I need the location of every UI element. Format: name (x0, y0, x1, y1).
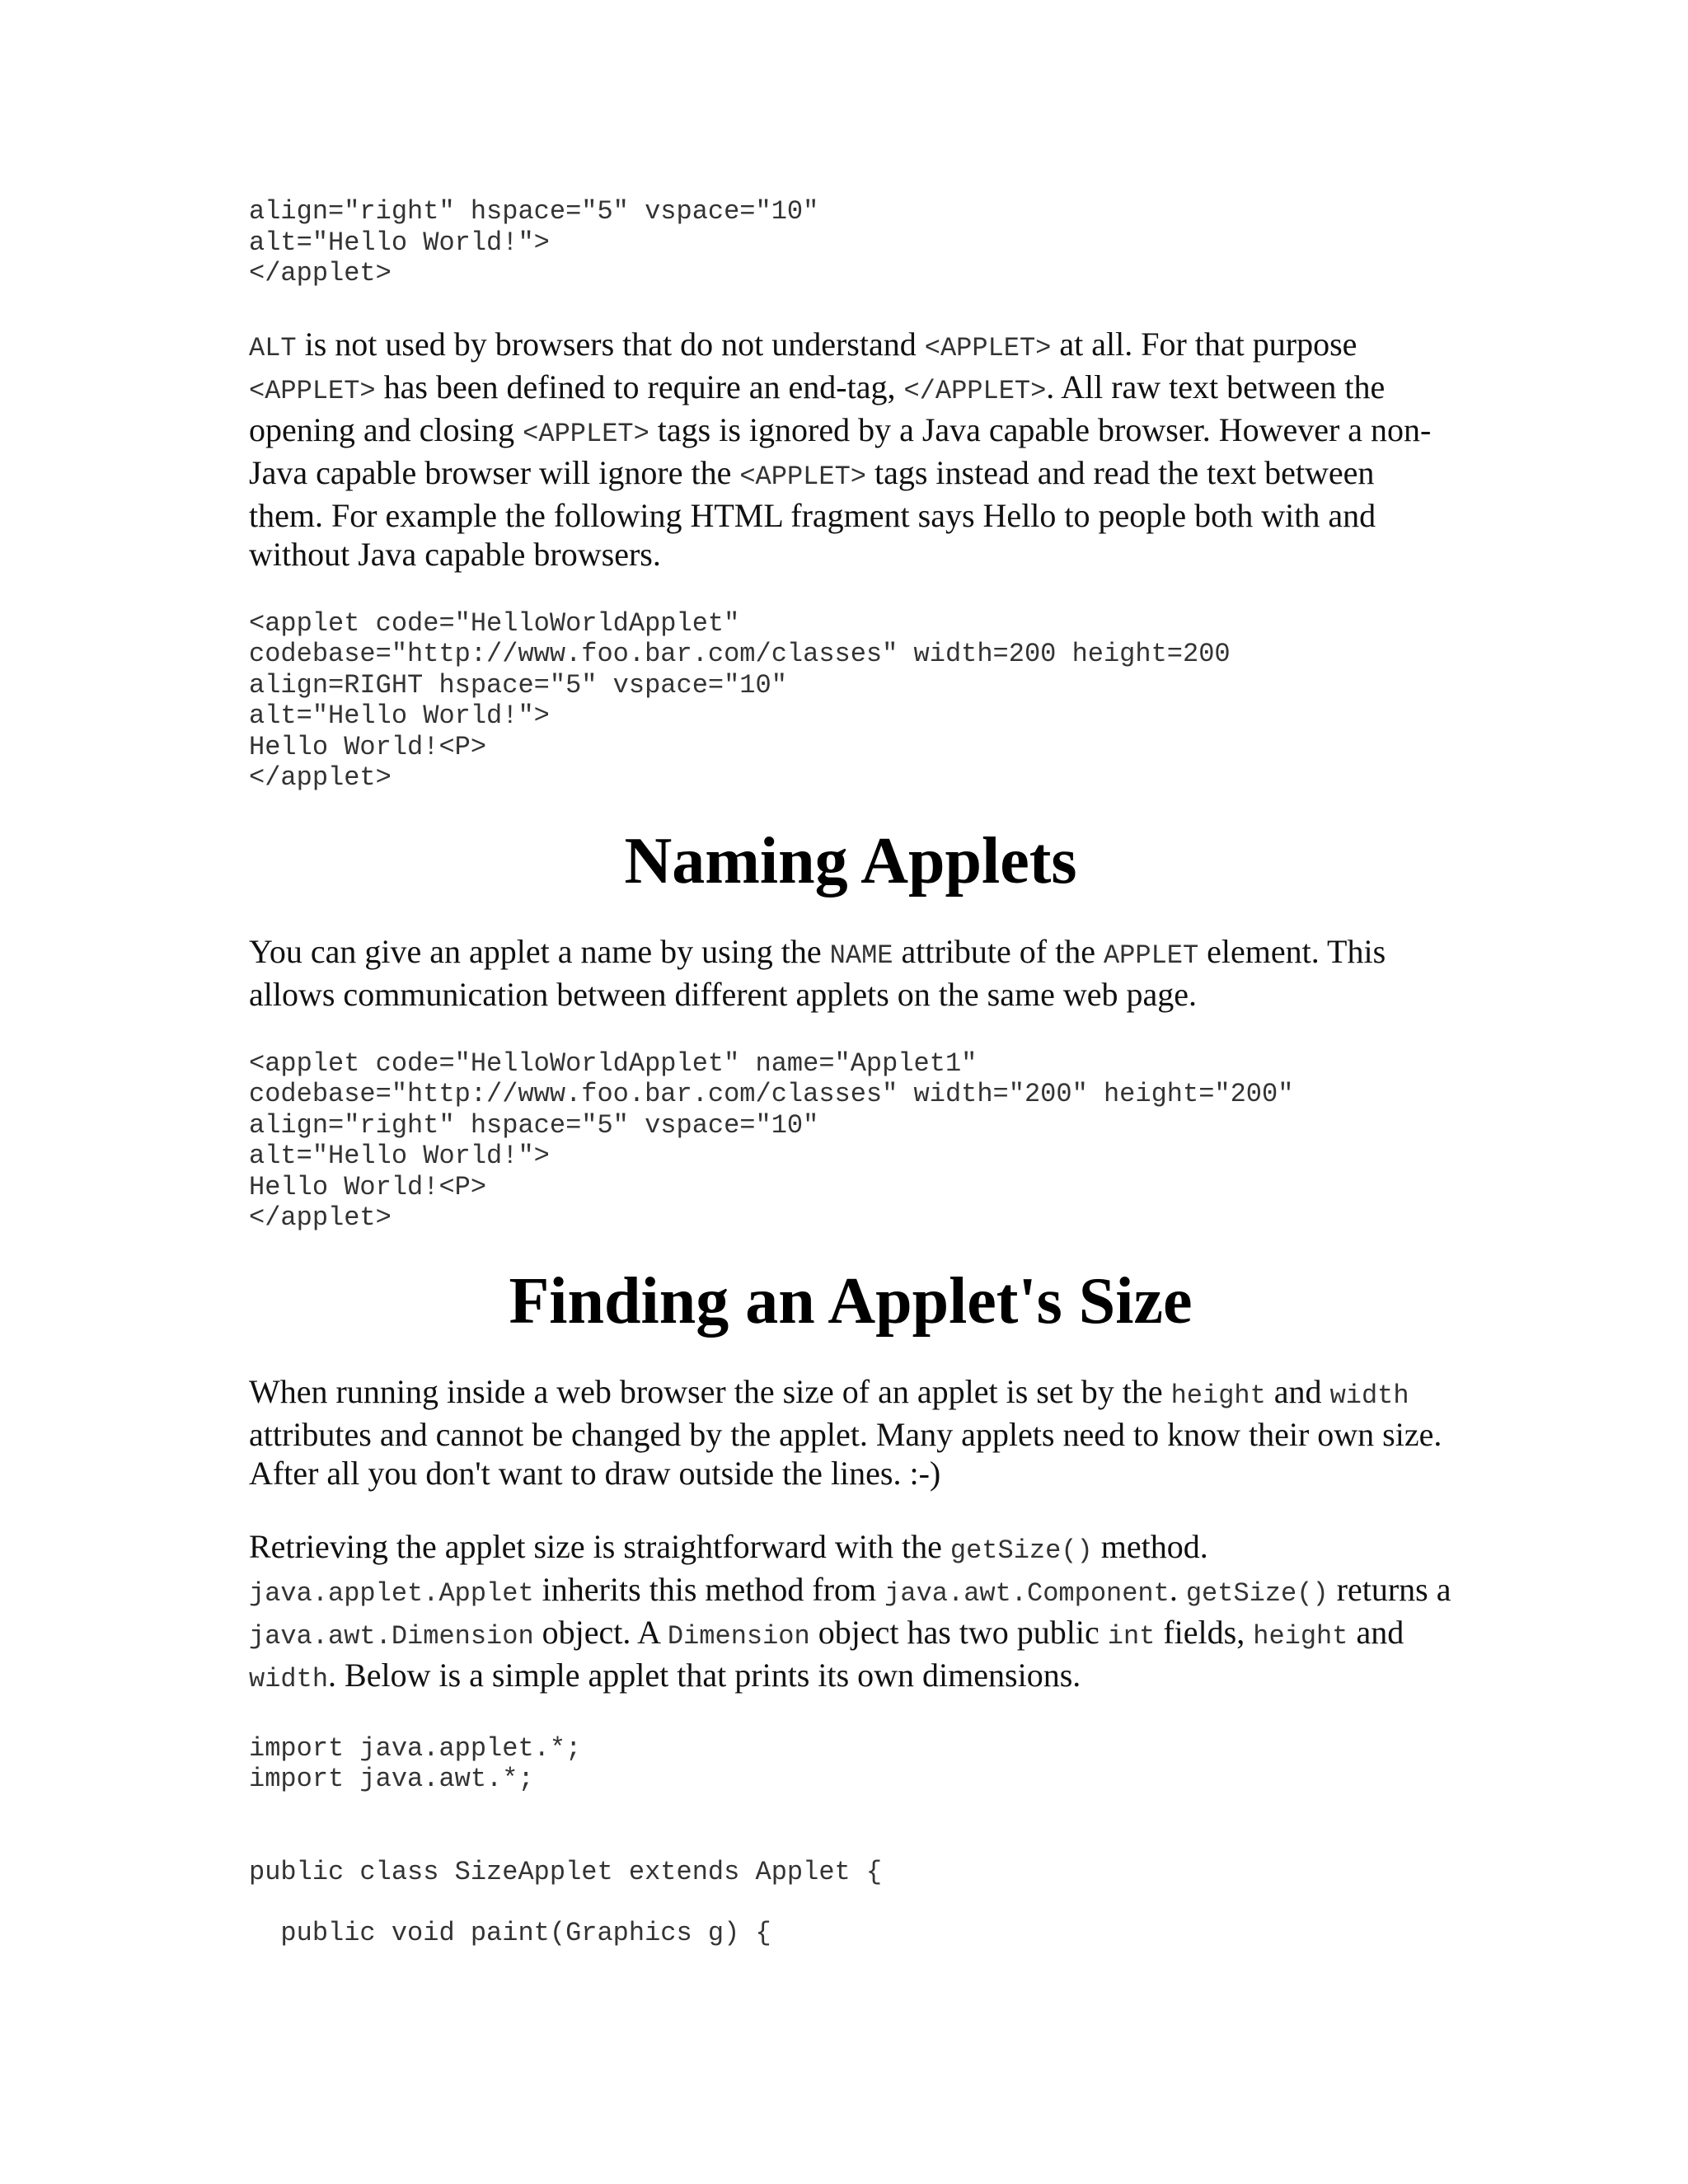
code-block-imports (249, 1733, 1452, 1795)
code-line: public void paint(Graphics g) { (249, 1918, 771, 1948)
paragraph-alt-explanation (249, 325, 1452, 574)
paragraph-size-intro (249, 1372, 1452, 1493)
inline-code: getSize() (950, 1535, 1093, 1566)
text-segment: object has two public (809, 1613, 1108, 1651)
text-segment: Retrieving the applet size is straightforward with the (249, 1527, 950, 1565)
inline-code: NAME (829, 940, 893, 971)
code-line: Hello World!<P> (249, 731, 487, 762)
text-segment: tags is ignored by a Java capable browser. However a non-Java capable browser will ignore the (249, 410, 1432, 491)
heading-naming-applets: Naming Applets (624, 824, 1077, 898)
inline-code: width (1329, 1380, 1409, 1411)
inline-code: getSize() (1185, 1577, 1329, 1609)
code-line: </applet> (249, 1202, 392, 1233)
heading-finding-applet-size: Finding an Applet's Size (509, 1264, 1193, 1338)
code-line: import java.applet.*; (249, 1732, 582, 1764)
code-line: align=RIGHT hspace="5" vspace="10" (249, 669, 787, 701)
text-segment: tags instead and read the text between them. For example the following HTML fragment says Hello to people both with and without Java capable browsers. (249, 453, 1376, 573)
code-line: align="right" hspace="5" vspace="10" (249, 196, 819, 227)
code-block-hello-fallback (249, 608, 1452, 794)
code-block-paint-method (249, 1918, 1452, 1949)
text-segment: When running inside a web browser the size of an applet is set by the (249, 1372, 1171, 1410)
inline-code: APPLET (1103, 940, 1199, 971)
text-segment: at all. For that purpose (1051, 325, 1357, 363)
text-segment: You can give an applet a name by using the (249, 932, 830, 970)
text-segment: is not used by browsers that do not understand (296, 325, 925, 363)
paragraph-getsize (249, 1527, 1452, 1699)
text-segment: has been defined to require an end-tag, (375, 368, 904, 405)
code-line: alt="Hello World!"> (249, 701, 550, 731)
code-line: align="right" hspace="5" vspace="10" (249, 1109, 819, 1141)
text-segment: inherits this method from (533, 1570, 885, 1608)
inline-code: height (1253, 1620, 1348, 1652)
code-block-named-applet (249, 1048, 1452, 1234)
text-segment: . Below is a simple applet that prints its own dimensions. (328, 1656, 1081, 1694)
text-segment: element. This allows communication between different applets on the same web page. (249, 932, 1386, 1013)
text-segment: and (1265, 1372, 1330, 1410)
text-segment: fields, (1155, 1613, 1254, 1651)
inline-code: java.applet.Applet (249, 1577, 534, 1609)
code-line: </applet> (249, 762, 392, 793)
document-page (249, 196, 1452, 1949)
code-block-class-declaration (249, 1857, 1452, 1888)
code-line: <applet code="HelloWorldApplet" (249, 607, 740, 639)
text-segment: . All raw text between the opening and closing (249, 368, 1386, 448)
code-line: import java.awt.*; (249, 1764, 534, 1794)
code-block-applet-tail (249, 196, 1452, 289)
inline-code: Dimension (667, 1620, 810, 1652)
code-line: Hello World!<P> (249, 1171, 487, 1202)
inline-code: height (1170, 1380, 1266, 1411)
inline-code: <APPLET> (249, 375, 376, 406)
inline-code: ALT (249, 332, 297, 363)
text-segment: attributes and cannot be changed by the applet. Many applets need to know their own size. After all you don't want to draw outside the lines. :-) (249, 1415, 1442, 1492)
inline-code: <APPLET> (924, 332, 1052, 363)
inline-code: <APPLET> (523, 418, 649, 449)
code-line: </applet> (249, 258, 392, 288)
text-segment: . (1169, 1570, 1186, 1608)
code-line: alt="Hello World!"> (249, 227, 550, 258)
code-line: codebase="http://www.foo.bar.com/classes" width="200" height="200" (249, 1079, 1294, 1109)
text-segment: attribute of the (893, 932, 1104, 970)
inline-code: java.awt.Dimension (249, 1620, 534, 1652)
inline-code: java.awt.Component (884, 1577, 1170, 1609)
text-segment: method. (1092, 1527, 1208, 1565)
text-segment: object. A (533, 1613, 668, 1651)
inline-code: </APPLET> (903, 375, 1047, 406)
text-segment: and (1348, 1613, 1404, 1651)
code-line: codebase="http://www.foo.bar.com/classes" width=200 height=200 (249, 639, 1231, 669)
inline-code: <APPLET> (739, 461, 866, 492)
inline-code: int (1107, 1620, 1156, 1652)
code-line: public class SizeApplet extends Applet { (249, 1856, 883, 1887)
paragraph-naming (249, 932, 1452, 1014)
text-segment: returns a (1328, 1570, 1451, 1608)
inline-code: width (249, 1663, 329, 1694)
code-line: alt="Hello World!"> (249, 1141, 550, 1171)
code-line: <applet code="HelloWorldApplet" name="Applet1" (249, 1047, 978, 1079)
